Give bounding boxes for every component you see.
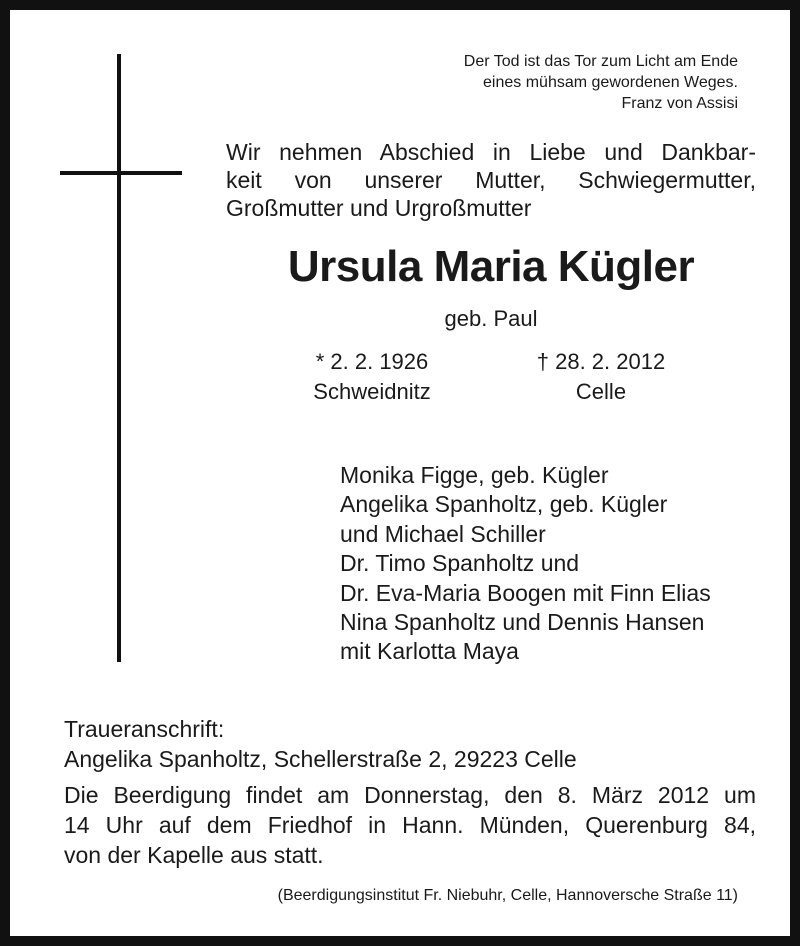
funeral-line: 14 Uhr auf dem Friedhof in Hann. Münden, Querenburg 84, (64, 812, 756, 838)
mourner-line: Dr. Eva-Maria Boogen mit Finn Elias (340, 579, 711, 606)
condolence-address-value: Angelika Spanholtz, Schellerstraße 2, 29223 Celle (64, 746, 577, 772)
death-info (471, 347, 731, 407)
deceased-name: Ursula Maria Kügler (287, 242, 695, 291)
mourners-list (340, 461, 711, 667)
intro-line: keit von unserer Mutter, Schwiegermutter, (226, 167, 756, 193)
funeral-line: Die Beerdigung findet am Donnerstag, den 8. März 2012 um (64, 782, 756, 808)
condolence-address-label: Traueranschrift: (64, 716, 225, 742)
intro-line: Großmutter und Urgroßmutter (226, 195, 532, 221)
mourner-line: und Michael Schiller (340, 520, 546, 547)
birth-name: geb. Paul (444, 306, 538, 331)
quote-block (464, 51, 738, 114)
mourner-line: Dr. Timo Spanholtz und (340, 550, 580, 577)
mourner-line: Monika Figge, geb. Kügler (340, 462, 609, 488)
funeral-info (64, 780, 756, 870)
quote-line: Der Tod ist das Tor zum Licht am Ende (463, 53, 738, 70)
death-date: † 28. 2. 2012 (536, 349, 666, 374)
mourner-line: Nina Spanholtz und Dennis Hansen (340, 609, 705, 636)
cross-horizontal-bar (60, 171, 182, 175)
mourner-line: Angelika Spanholtz, geb. Kügler (340, 491, 668, 518)
intro-line: Wir nehmen Abschied in Liebe und Dankbar- (226, 139, 756, 165)
birth-date: * 2. 2. 1926 (315, 349, 429, 374)
condolence-address (64, 714, 577, 774)
intro-text (226, 138, 756, 222)
birth-place: Schweidnitz (313, 379, 431, 404)
undertaker-note: (Beerdigungsinstitut Fr. Niebuhr, Celle, Hannoversche Straße 11) (277, 887, 738, 904)
cross-vertical-bar (117, 54, 121, 662)
funeral-line: von der Kapelle aus statt. (64, 842, 324, 868)
quote-line: eines mühsam gewordenen Weges. (483, 74, 738, 91)
birth-info (242, 347, 502, 407)
quote-author: Franz von Assisi (621, 95, 738, 112)
mourner-line: mit Karlotta Maya (340, 638, 519, 665)
death-place: Celle (575, 379, 627, 404)
